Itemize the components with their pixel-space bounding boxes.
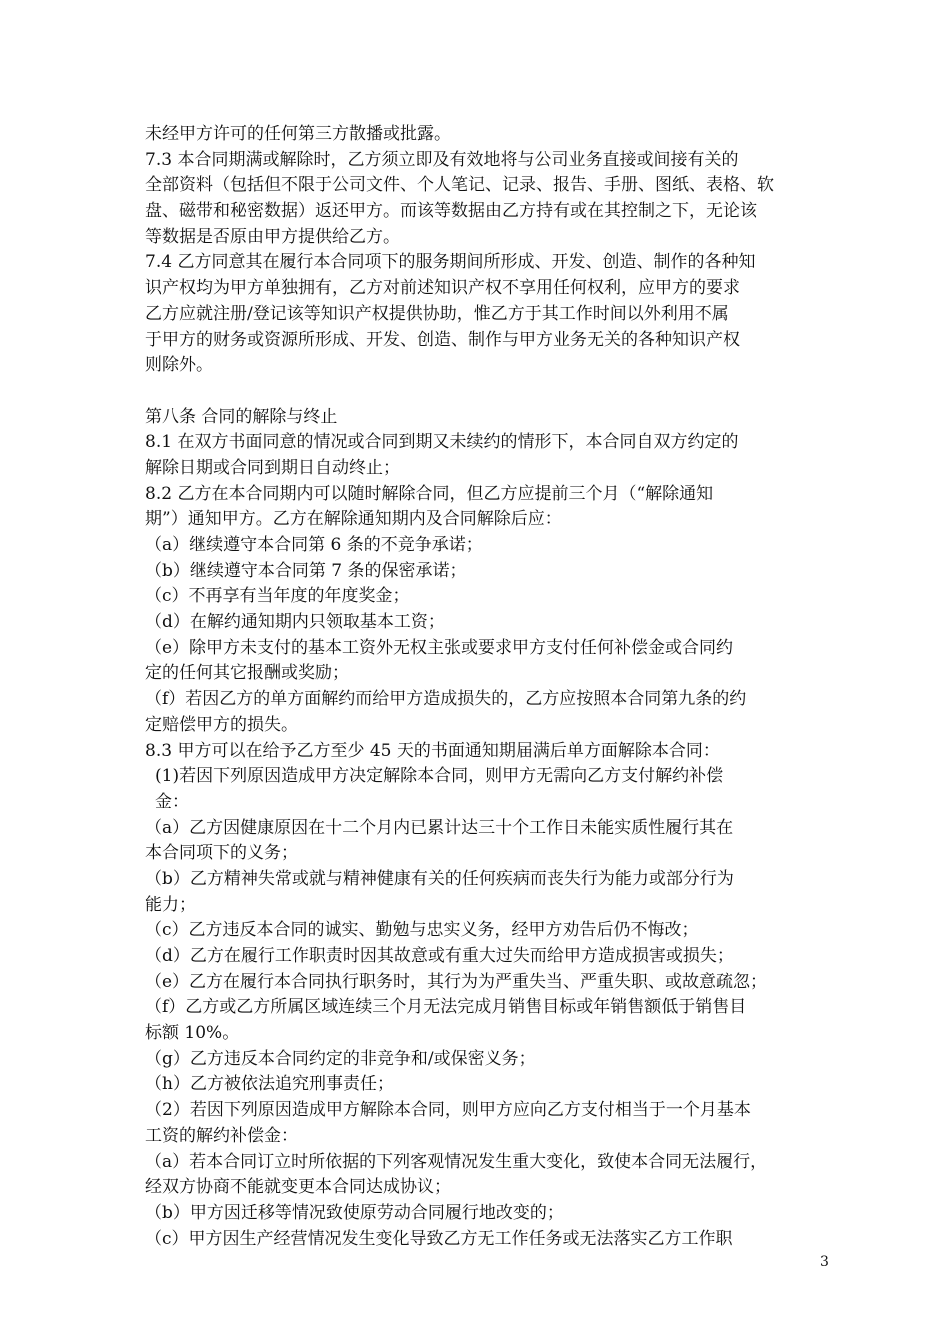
text-line: （a）乙方因健康原因在十二个月内已累计达三十个工作日未能实质性履行其在 <box>145 817 734 838</box>
text-line: 识产权均为甲方单独拥有，乙方对前述知识产权不享用任何权利，应甲方的要求 <box>145 278 740 299</box>
text-line: 8.1 在双方书面同意的情况或合同到期又未续约的情形下，本合同自双方约定的 <box>145 432 739 453</box>
text-line: 盘、磁带和秘密数据）返还甲方。而该等数据由乙方持有或在其控制之下，无论该 <box>145 201 757 222</box>
text-line: （b）继续遵守本合同第 7 条的保密承诺； <box>145 560 467 581</box>
text-line: 定赔偿甲方的损失。 <box>145 714 298 735</box>
text-line: 于甲方的财务或资源所形成、开发、创造、制作与甲方业务无关的各种知识产权 <box>145 329 740 350</box>
blank-line <box>145 379 817 405</box>
text-line: 能力； <box>145 894 196 915</box>
text-line: （g）乙方违反本合同约定的非竞争和/或保密义务； <box>145 1048 536 1069</box>
text-line: （b）甲方因迁移等情况致使原劳动合同履行地改变的； <box>145 1202 564 1223</box>
text-line: 8.2 乙方在本合同期内可以随时解除合同，但乙方应提前三个月（“解除通知 <box>145 483 714 504</box>
text-line: 则除外。 <box>145 355 213 376</box>
text-line: 工资的解约补偿金： <box>145 1125 298 1146</box>
text-line: 期”）通知甲方。乙方在解除通知期内及合同解除后应： <box>145 509 562 530</box>
text-line: 全部资料（包括但不限于公司文件、个人笔记、记录、报告、手册、图纸、表格、软 <box>145 175 774 196</box>
text-line: （f）乙方或乙方所属区域连续三个月无法完成月销售目标或年销售额低于销售目 <box>145 997 747 1018</box>
text-line: 标额 10%。 <box>145 1023 240 1044</box>
text-line: 本合同项下的义务； <box>145 843 298 864</box>
text-line: 经双方协商不能就变更本合同达成协议； <box>145 1177 451 1198</box>
text-line: （d）在解约通知期内只领取基本工资； <box>145 612 445 633</box>
text-line: （h）乙方被依法追究刑事责任； <box>145 1074 394 1095</box>
text-line: （b）乙方精神失常或就与精神健康有关的任何疾病而丧失行为能力或部分行为 <box>145 868 734 889</box>
section-heading: 第八条 合同的解除与终止 <box>145 406 338 427</box>
text-line: 7.4 乙方同意其在履行本合同项下的服务期间所形成、开发、创造、制作的各种知 <box>145 252 756 273</box>
text-line: （a）继续遵守本合同第 6 条的不竞争承诺； <box>145 535 483 555</box>
text-line: （f）若因乙方的单方面解约而给甲方造成损失的，乙方应按照本合同第九条的约 <box>145 689 747 710</box>
text-line: 等数据是否原由甲方提供给乙方。 <box>145 226 400 247</box>
text-line: 7.3 本合同期满或解除时，乙方须立即及有效地将与公司业务直接或间接有关的 <box>145 149 739 170</box>
text-line: （e）乙方在履行本合同执行职务时，其行为为严重失当、严重失职、或故意疏忽； <box>145 971 768 992</box>
document-body <box>145 122 817 1252</box>
page-number: 3 <box>820 1254 829 1270</box>
text-line: （c）不再享有当年度的年度奖金； <box>145 586 410 607</box>
text-line: （e）除甲方未支付的基本工资外无权主张或要求甲方支付任何补偿金或合同约 <box>145 637 734 658</box>
text-line: （c）乙方违反本合同的诚实、勤勉与忠实义务，经甲方劝告后仍不悔改； <box>145 920 699 941</box>
text-line: 8.3 甲方可以在给予乙方至少 45 天的书面通知期届满后单方面解除本合同： <box>145 740 720 761</box>
text-line: 乙方应就注册/登记该等知识产权提供协助，惟乙方于其工作时间以外利用不属 <box>145 303 729 324</box>
text-line: （2）若因下列原因造成甲方解除本合同，则甲方应向乙方支付相当于一个月基本 <box>145 1100 751 1121</box>
text-line: （c）甲方因生产经营情况发生变化导致乙方无工作任务或无法落实乙方工作职 <box>145 1228 733 1249</box>
text-line: 定的任何其它报酬或奖励； <box>145 663 349 684</box>
text-line: 解除日期或合同到期日自动终止； <box>145 457 400 478</box>
text-line: （a）若本合同订立时所依据的下列客观情况发生重大变化，致使本合同无法履行， <box>145 1151 768 1172</box>
text-line: 金： <box>155 791 189 812</box>
text-line: 未经甲方许可的任何第三方散播或批露。 <box>145 124 451 144</box>
text-line: (1)若因下列原因造成甲方决定解除本合同，则甲方无需向乙方支付解约补偿 <box>155 766 724 787</box>
text-line: （d）乙方在履行工作职责时因其故意或有重大过失而给甲方造成损害或损失； <box>145 946 734 966</box>
